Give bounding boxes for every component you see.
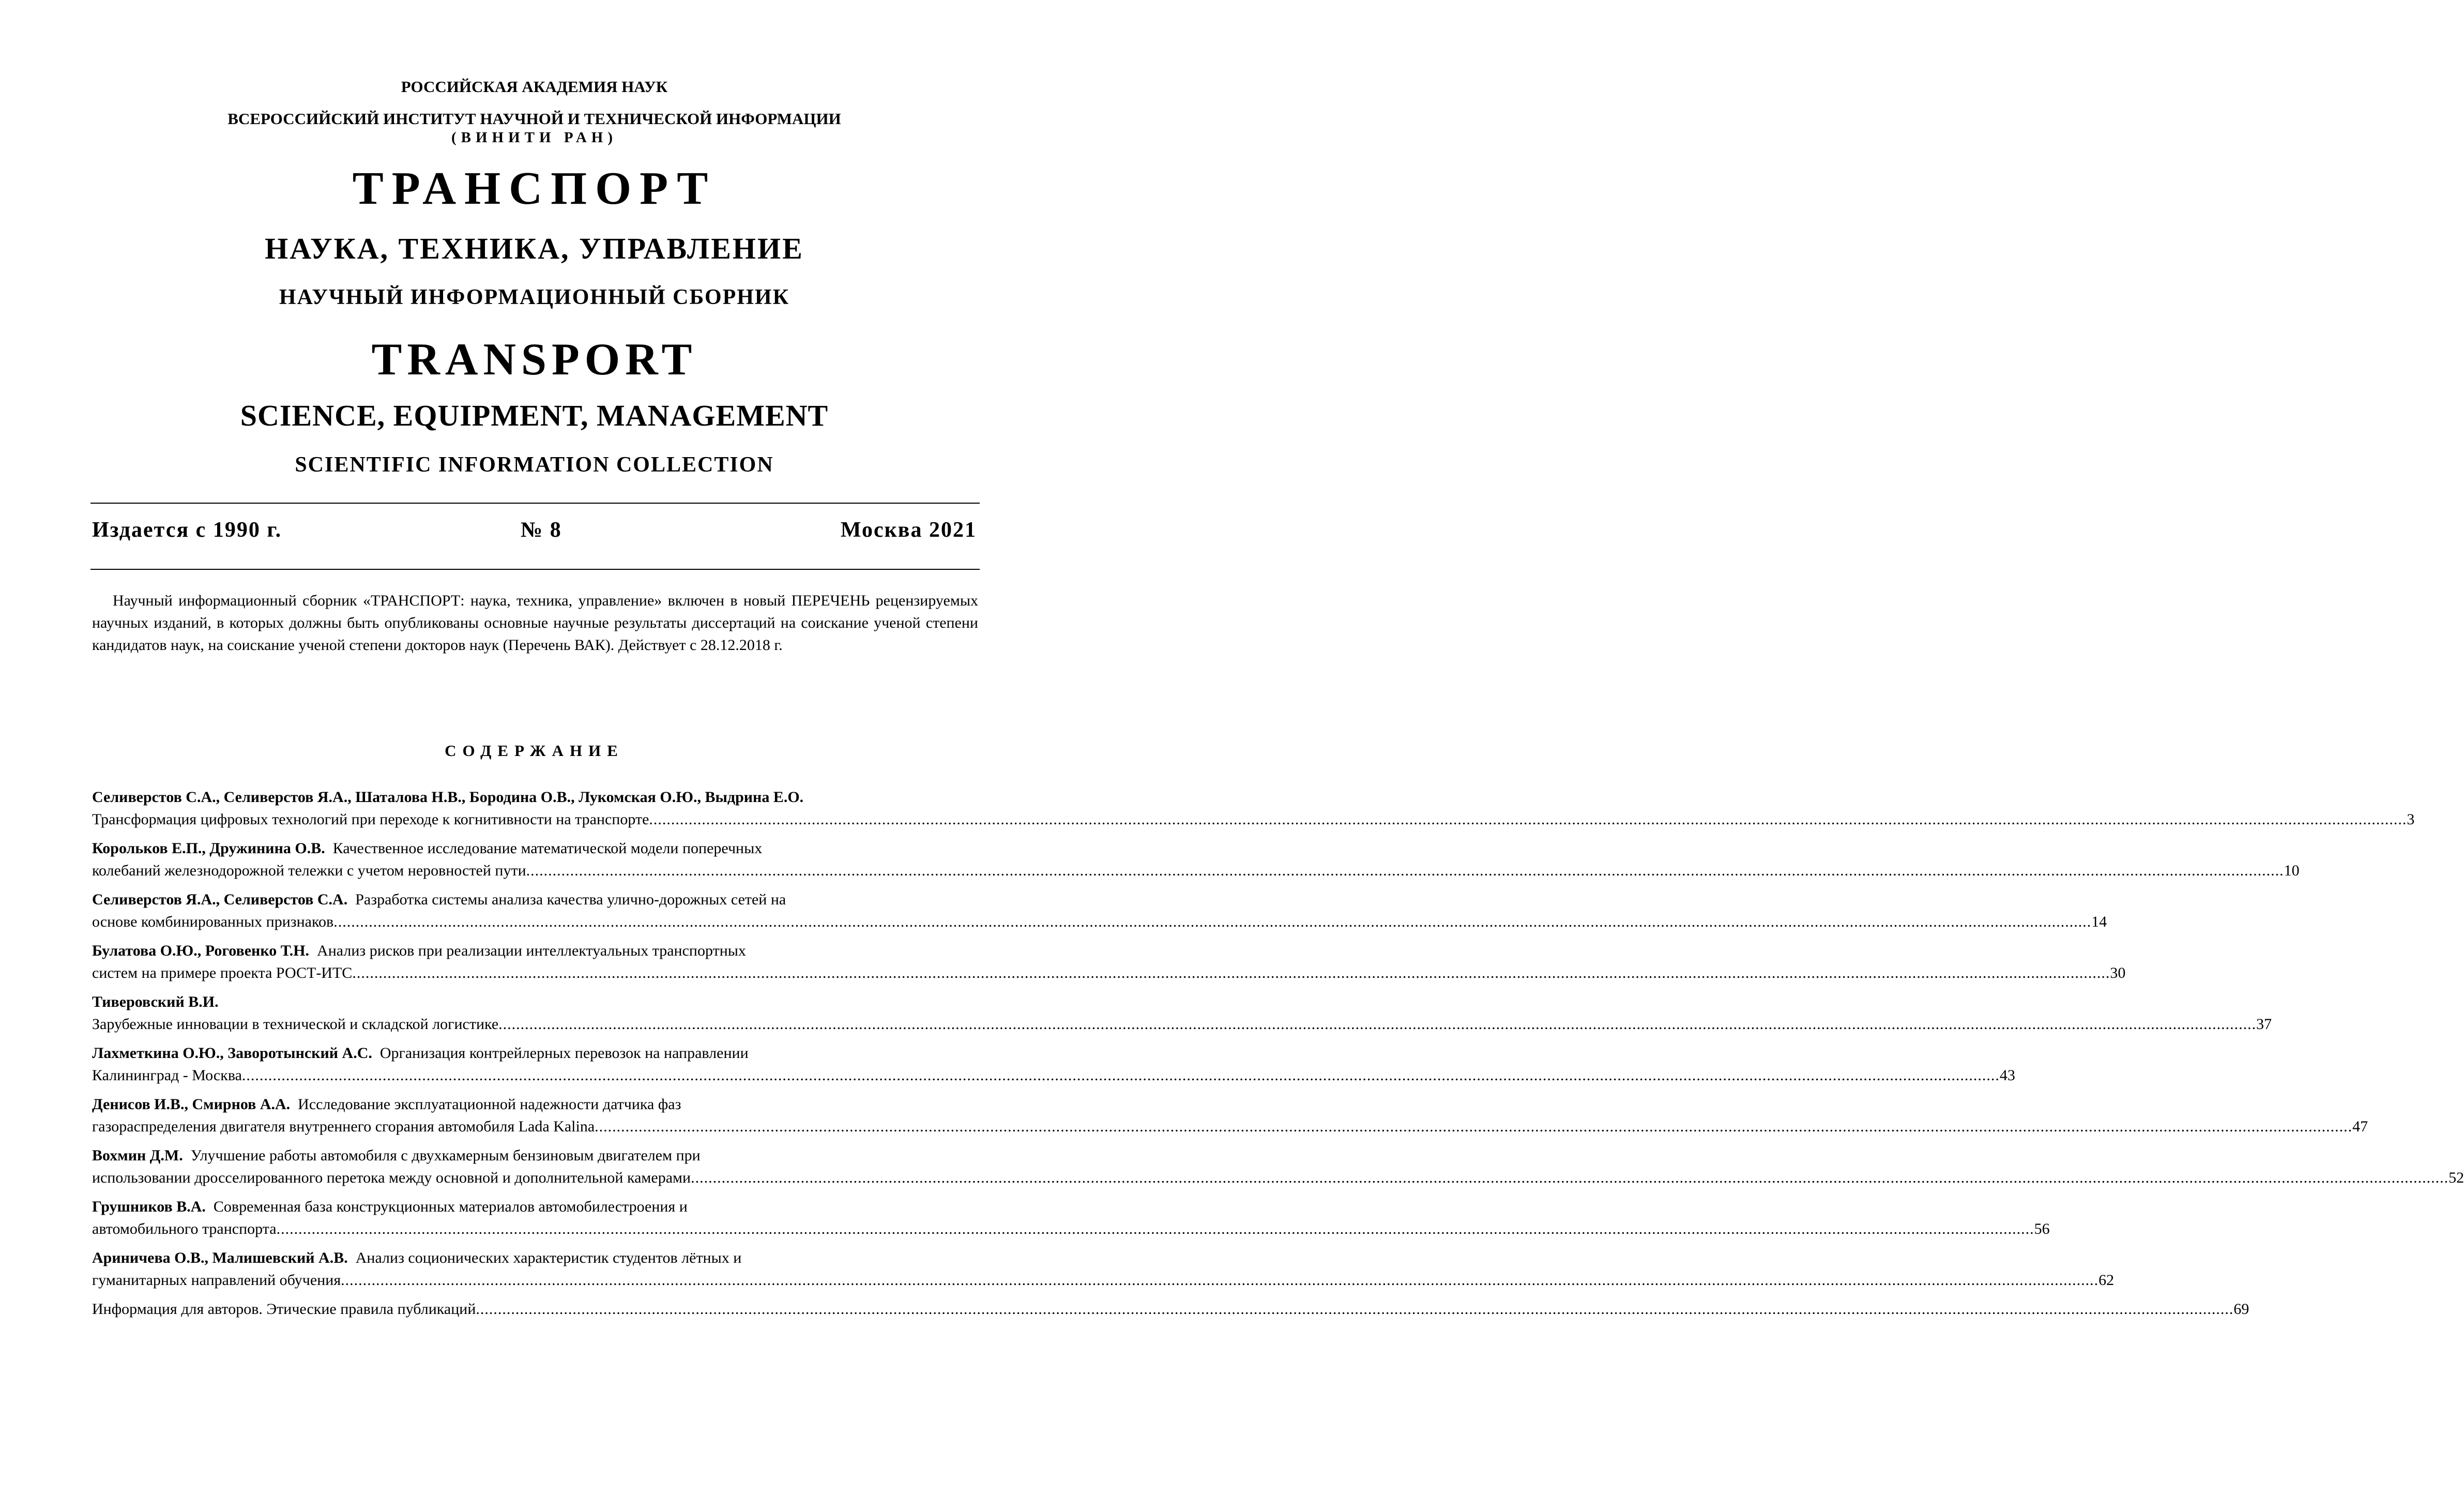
toc-entry-last-line [92,962,2126,984]
toc-leader-dots: ................................................................................................................................................................................................................................................................................................................................................................................................................ [526,862,2284,879]
toc-leader-dots: ................................................................................................................................................................................................................................................................................................................................................................................................................ [333,913,2092,930]
toc-entry-last-line [92,1064,2015,1086]
toc-leader-dots: ................................................................................................................................................................................................................................................................................................................................................................................................................ [498,1016,2257,1033]
journal-subtitle-ru: НАУКА, ТЕХНИКА, УПРАВЛЕНИЕ [265,232,804,265]
city-year: Москва 2021 [840,518,977,542]
journal-title-ru: ТРАНСПОРТ [352,163,717,214]
collection-type-ru: НАУЧНЫЙ ИНФОРМАЦИОННЫЙ СБОРНИК [279,285,790,309]
org-abbreviation: (ВИНИТИ РАН) [451,129,617,146]
toc-entry [92,991,2272,1035]
toc-page-number: 14 [2091,913,2107,930]
toc-page-number: 30 [2110,964,2126,981]
toc-authors: Ариничева О.В., Малишевский А.В. [92,1249,348,1266]
toc-title-part: Организация контрейлерных перевозок на направлении [379,1045,749,1062]
toc-entry [92,1042,2015,1086]
toc-title-part: гуманитарных направлений обучения [92,1272,341,1289]
toc-leader-dots: ................................................................................................................................................................................................................................................................................................................................................................................................................ [352,964,2110,981]
toc-leader-dots: ................................................................................................................................................................................................................................................................................................................................................................................................................ [241,1067,2000,1084]
toc-title-part: Анализ соционических характеристик студентов лётных и [355,1249,742,1266]
toc-entry-last-line [92,1013,2272,1035]
toc-entry-first-line [92,940,978,962]
toc-entry-last-line [92,1218,2050,1240]
toc-entry [92,888,2107,933]
toc-authors: Лахметкина О.Ю., Заворотынский А.С. [92,1045,372,1062]
toc-leader-dots: ................................................................................................................................................................................................................................................................................................................................................................................................................ [595,1118,2353,1135]
toc-title-part: автомобильного транспорта [92,1220,277,1237]
toc-authors: Селиверстов С.А., Селиверстов Я.А., Шаталова Н.В., Бородина О.В., Лукомская О.Ю., Выдрина Е.О. [92,789,804,806]
toc-entry-last-line [92,1269,2115,1291]
toc-entry [92,1298,2249,1320]
divider-bottom [90,569,980,570]
published-since: Издается с 1990 г. [92,518,282,542]
toc-title-part: газораспределения двигателя внутреннего сгорания автомобиля Lada Kalina [92,1118,595,1135]
toc-entry-first-line [92,786,978,808]
toc-leader-dots: ................................................................................................................................................................................................................................................................................................................................................................................................................ [476,1301,2234,1318]
toc-entry [92,1247,2115,1291]
toc-entry-last-line [92,808,2415,830]
toc-leader-dots: ................................................................................................................................................................................................................................................................................................................................................................................................................ [341,1272,2099,1289]
collection-type-en: SCIENTIFIC INFORMATION COLLECTION [295,453,774,477]
toc-title-part: основе комбинированных признаков [92,913,334,930]
toc-leader-dots: ................................................................................................................................................................................................................................................................................................................................................................................................................ [691,1169,2449,1186]
toc-page-number: 56 [2034,1220,2050,1237]
toc-entry-last-line [92,859,2300,882]
toc-title-part: Разработка системы анализа качества улично-дорожных сетей на [355,891,786,908]
toc-authors: Булатова О.Ю., Роговенко Т.Н. [92,942,310,959]
toc-entry [92,1196,2050,1240]
toc-page-number: 43 [1999,1067,2015,1084]
toc-entry [92,1093,2368,1138]
toc-entry [92,786,2415,830]
toc-entry-first-line [92,1144,978,1167]
toc-entry-last-line [92,911,2107,933]
toc-entry-first-line [92,991,978,1013]
toc-title-part: Исследование эксплуатационной надежности датчика фаз [298,1096,681,1113]
toc-entry-last-line [92,1298,2249,1320]
toc-leader-dots: ................................................................................................................................................................................................................................................................................................................................................................................................................ [276,1220,2034,1237]
toc-authors: Корольков Е.П., Дружинина О.В. [92,840,325,857]
toc-authors: Грушников В.А. [92,1198,206,1215]
toc-title-part: Калининград - Москва [92,1067,242,1084]
toc-page-number: 47 [2352,1118,2368,1135]
divider-top [90,503,980,504]
toc-page-number: 37 [2256,1016,2272,1033]
toc-authors: Тиверовский В.И. [92,993,219,1010]
toc-title-part: использовании дросселированного перетока между основной и дополнительной камерами [92,1169,691,1186]
toc-entry-last-line [92,1167,2464,1189]
toc-title-part: Анализ рисков при реализации интеллектуальных транспортных [317,942,746,959]
toc-entry [92,837,2300,882]
toc-title-part: Информация для авторов. Этические правила публикаций [92,1301,476,1318]
org-academy: РОССИЙСКАЯ АКАДЕМИЯ НАУК [401,78,668,96]
toc-title-part: систем на примере проекта РОСТ-ИТС [92,964,353,981]
toc-entry [92,1144,2464,1189]
journal-subtitle-en: SCIENCE, EQUIPMENT, MANAGEMENT [240,399,829,432]
issue-number: № 8 [521,518,562,542]
toc-authors: Селиверстов Я.А., Селиверстов С.А. [92,891,348,908]
journal-title-en: TRANSPORT [371,335,697,385]
toc-leader-dots: ................................................................................................................................................................................................................................................................................................................................................................................................................ [649,811,2407,828]
toc-title-part: Современная база конструкционных материалов автомобилестроения и [213,1198,688,1215]
toc-title-part: Качественное исследование математической модели поперечных [332,840,763,857]
contents-heading: СОДЕРЖАНИЕ [445,742,624,760]
toc-entry-first-line [92,888,978,911]
toc-page-number: 52 [2448,1169,2464,1186]
toc-entry-first-line [92,837,978,859]
vak-list-note: Научный информационный сборник «ТРАНСПОРТ: наука, техника, управление» включен в новый ПЕРЕЧЕНЬ рецензируемых научных изданий, в которых должны быть опубликованы основные научные результаты диссертаций на соискание ученой степени кандидатов наук, на соискание ученой степени докторов наук (Перечень ВАК). Действует с 28.12.2018 г. [92,592,978,654]
toc-entry-first-line [92,1196,978,1218]
toc-entry-first-line [92,1247,978,1269]
toc-title-part: Трансформация цифровых технологий при переходе к когнитивности на транспорте [92,811,649,828]
toc-page-number: 10 [2284,862,2300,879]
toc-title-part: Улучшение работы автомобиля с двухкамерным бензиновым двигателем при [190,1147,701,1164]
toc-authors: Денисов И.В., Смирнов А.А. [92,1096,291,1113]
toc-page-number: 3 [2407,811,2415,828]
org-institute: ВСЕРОССИЙСКИЙ ИНСТИТУТ НАУЧНОЙ И ТЕХНИЧЕСКОЙ ИНФОРМАЦИИ [227,110,841,128]
toc-entry-first-line [92,1042,978,1064]
toc-title-part: Зарубежные инновации в технической и складской логистике [92,1016,499,1033]
table-of-contents [92,786,2464,1327]
toc-authors: Вохмин Д.М. [92,1147,183,1164]
toc-page-number: 62 [2098,1272,2115,1289]
toc-title-part: колебаний железнодорожной тележки с учетом неровностей пути [92,862,526,879]
toc-entry-last-line [92,1115,2368,1138]
toc-entry [92,940,2126,984]
toc-entry-first-line [92,1093,978,1115]
toc-page-number: 69 [2233,1301,2249,1318]
